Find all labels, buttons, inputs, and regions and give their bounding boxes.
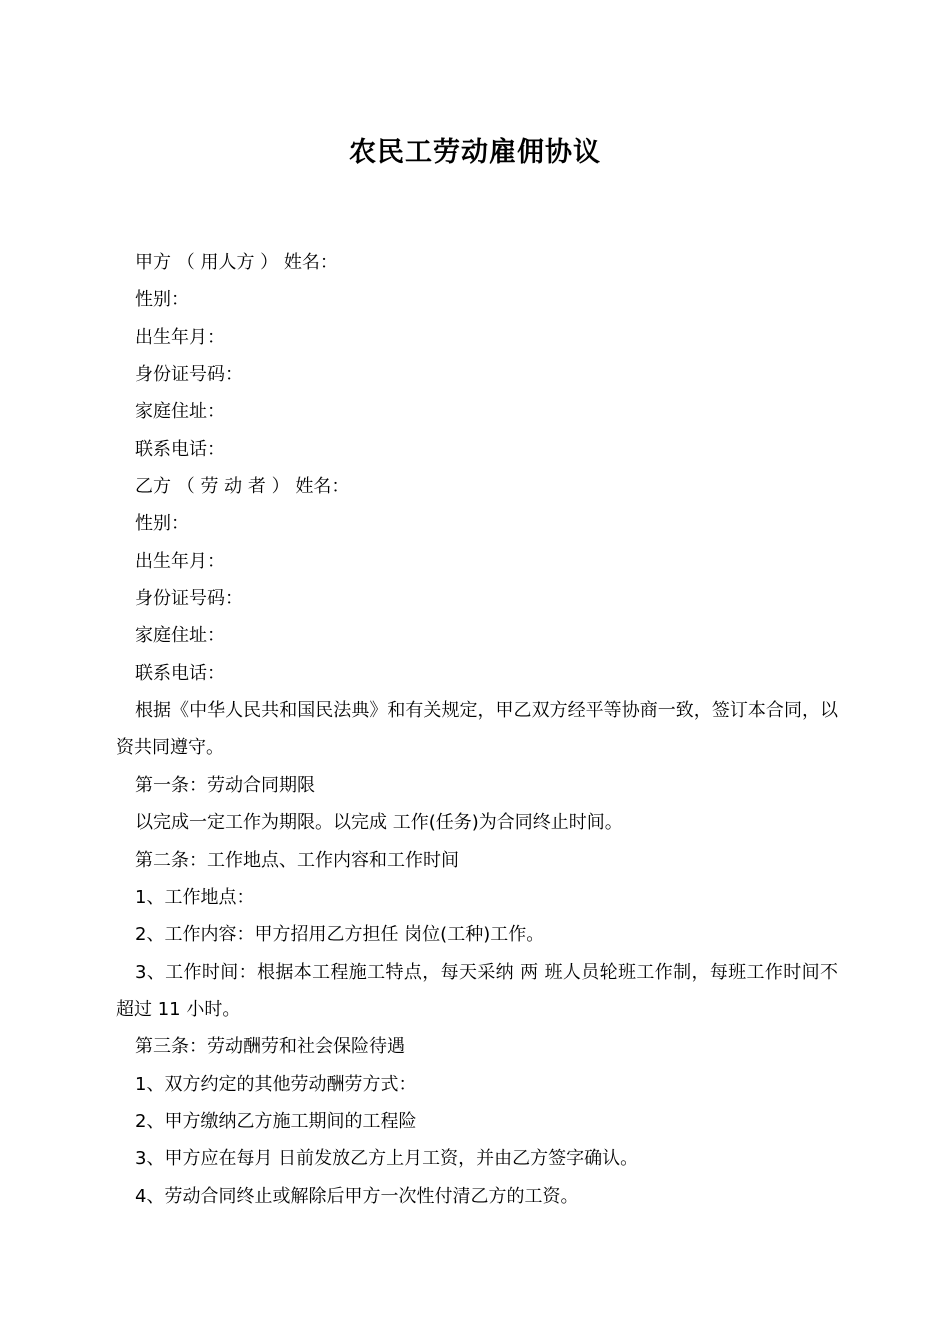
- article-2-heading: 第二条：工作地点、工作内容和工作时间: [135, 849, 459, 871]
- preamble-paragraph: 根据《中华人民共和国民法典》和有关规定，甲乙双方经平等协商一致，签订本合同，以资共同遵守。: [116, 700, 838, 759]
- party-b-birth: 出生年月：: [135, 550, 225, 572]
- article-3-item-1: 1、双方约定的其他劳动酬劳方式：: [135, 1073, 417, 1095]
- party-b-heading: 乙方 （ 劳 动 者 ） 姓名：: [135, 476, 350, 498]
- article-2-item-3: 3、工作时间：根据本工程施工特点，每天采纳 两 班人员轮班工作制，每班工作时间不超过 11 小时。: [116, 961, 838, 1020]
- party-a-gender: 性别：: [135, 289, 189, 311]
- party-a-birth: 出生年月：: [135, 326, 225, 348]
- article-1-text: 以完成一定工作为期限。以完成 工作(任务)为合同终止时间。: [135, 812, 623, 834]
- article-3-item-3: 3、甲方应在每月 日前发放乙方上月工资，并由乙方签字确认。: [135, 1148, 639, 1170]
- article-3-heading: 第三条：劳动酬劳和社会保险待遇: [135, 1036, 405, 1058]
- document-title: 农民工劳动雇佣协议: [349, 137, 601, 168]
- party-a-id-number: 身份证号码：: [135, 364, 243, 386]
- document-body: [116, 244, 838, 1215]
- party-a-address: 家庭住址：: [135, 401, 225, 423]
- article-3-item-4: 4、劳动合同终止或解除后甲方一次性付清乙方的工资。: [135, 1185, 579, 1207]
- party-b-id-number: 身份证号码：: [135, 588, 243, 610]
- article-3-item-2: 2、甲方缴纳乙方施工期间的工程险: [135, 1110, 417, 1132]
- party-a-heading: 甲方 （ 用人方 ） 姓名：: [135, 252, 338, 273]
- party-a-phone: 联系电话：: [135, 438, 225, 460]
- party-b-address: 家庭住址：: [135, 625, 225, 647]
- article-2-item-2: 2、工作内容：甲方招用乙方担任 岗位(工种)工作。: [135, 924, 545, 946]
- article-1-heading: 第一条：劳动合同期限: [135, 774, 315, 796]
- party-b-phone: 联系电话：: [135, 662, 225, 684]
- article-2-item-1: 1、工作地点：: [135, 886, 255, 908]
- party-b-gender: 性别：: [135, 513, 189, 535]
